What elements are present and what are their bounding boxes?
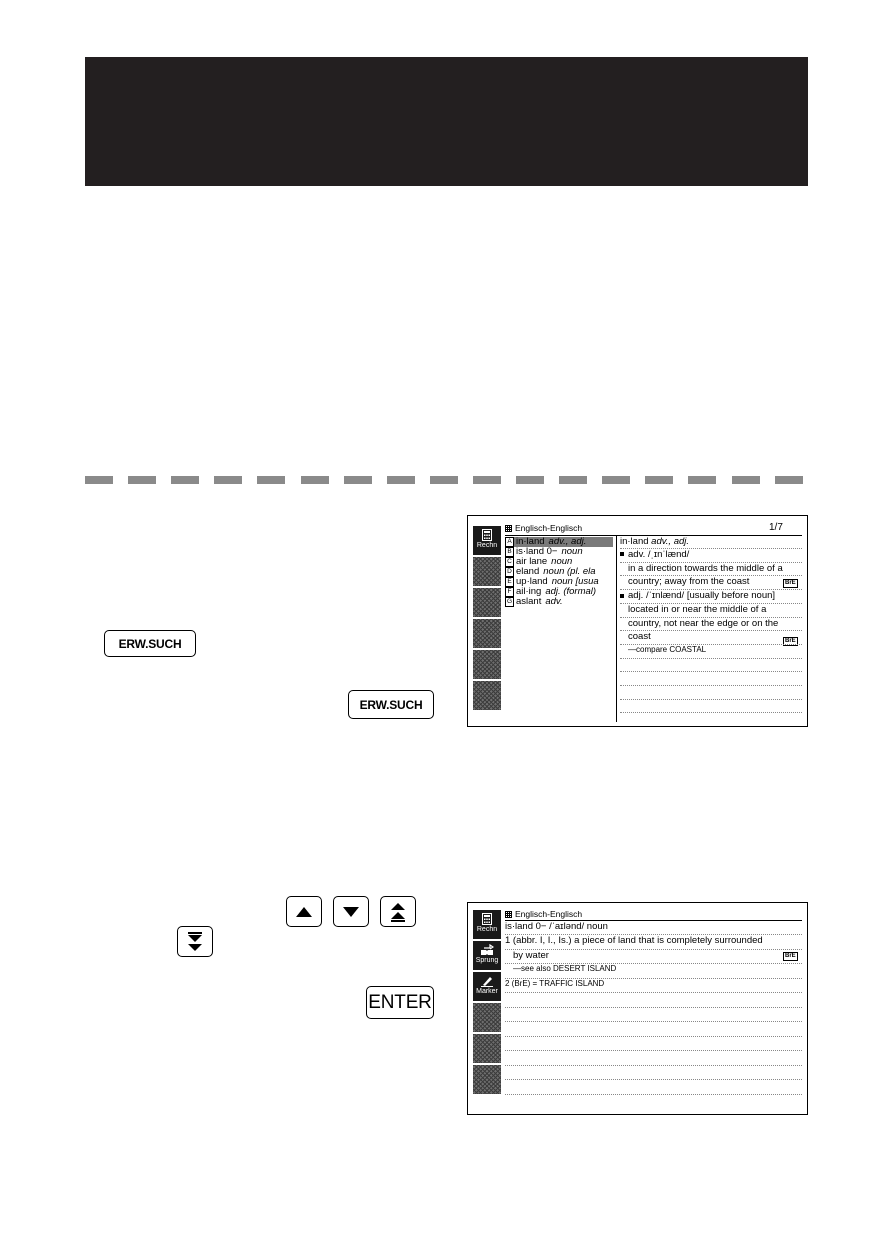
definition-line [628,604,766,615]
dash-segment [171,476,199,484]
bullet-icon [620,552,624,556]
dash-segment [645,476,673,484]
erw-such-key[interactable] [104,630,196,657]
dash-segment [214,476,242,484]
ruled-line [620,644,802,645]
sidebar-empty-slot [473,588,501,619]
sidebar-empty-slot [473,1065,501,1096]
definition-text: coast [628,631,651,643]
definition-line [620,590,775,601]
list-item[interactable] [505,567,613,577]
ruled-line [505,1094,802,1095]
sidebar-empty-slot [473,1034,501,1065]
dash-segment [775,476,803,484]
erw-such-key-2[interactable] [348,690,434,719]
list-headword: in·land [516,537,545,547]
jump-book-icon [480,944,494,956]
definition-line: 1 (abbr. I, I., Is.) a piece of land that is completely surrounded [505,935,763,946]
arrow-up-key[interactable] [286,896,322,927]
sidebar-item-rechn[interactable] [473,910,501,941]
definition-line [628,631,651,642]
double-triangle-up-icon [389,902,407,922]
definition-text: located in or near the middle of a [628,603,767,615]
dash-segment [85,476,113,484]
list-pos: noun [561,547,583,557]
sidebar-item-label: Rechn [476,542,498,549]
ruled-line [505,1021,802,1022]
ruled-line [620,548,802,549]
dash-segment [430,476,458,484]
list-item[interactable] [505,597,613,607]
ruled-line [620,562,802,563]
definition-line [620,549,689,560]
entry-title [620,536,689,547]
list-item[interactable] [505,587,613,597]
dash-segment [516,476,544,484]
dash-segment [688,476,716,484]
section-header-banner [85,57,808,186]
sidebar-item-label: Sprung [475,957,499,964]
calculator-icon [482,913,492,925]
definition-text: adj. /ˈɪnlænd/ [usually before noun] [628,590,776,602]
dash-segment [387,476,415,484]
ref-badge[interactable]: BrE [785,953,796,959]
definition-line [628,563,783,574]
ruled-line [620,712,802,713]
list-headword: eland [516,567,540,577]
entry-headword: in·land [620,536,649,547]
dictionary-name: Englisch-Englisch [515,909,583,919]
sidebar-item-rechn[interactable] [473,526,501,557]
dash-segment [344,476,372,484]
definition-line [628,618,778,629]
dash-segment [301,476,329,484]
sidebar-empty-slot [473,1003,501,1034]
list-letter: E [505,577,514,587]
ruled-line [620,630,802,631]
ruled-line [620,575,802,576]
double-triangle-down-icon [186,932,204,952]
list-headword: ail·ing [516,587,542,597]
list-item[interactable] [505,547,613,557]
ruled-line [505,992,802,993]
dash-segment [559,476,587,484]
dash-segment [732,476,760,484]
list-pos: adj. (formal) [545,587,597,597]
definition-line: 2 (BrE) = TRAFFIC ISLAND [505,978,605,988]
sidebar-item-sprung[interactable] [473,941,501,972]
ref-badge[interactable]: BrE [785,580,796,586]
list-pos: noun [551,557,573,567]
ruled-line [620,699,802,700]
ruled-line [620,589,802,590]
list-headword: is·land 0− [516,547,558,557]
marker-pen-icon [480,975,494,987]
entry-title: is·land 0− /ˈaɪlənd/ noun [505,921,608,932]
sidebar-empty-slot [473,650,501,681]
calculator-icon [482,529,492,541]
ruled-line [620,603,802,604]
dictionary-name: Englisch-Englisch [515,523,583,533]
grid-icon [505,911,512,918]
page-indicator: 1/7 [769,522,783,533]
triangle-up-icon [295,906,313,918]
erw-such-key-label: ERW.SUCH [118,636,182,651]
list-item[interactable] [505,577,613,587]
sidebar [473,910,501,1096]
arrow-down-key[interactable] [333,896,369,927]
ruled-line [505,1036,802,1037]
definition-text: adv. /ˌɪnˈlænd/ [628,549,690,560]
enter-key-label: ENTER [368,991,432,1013]
list-headword: aslant [516,597,542,607]
triangle-down-icon [342,906,360,918]
ruled-line [620,658,802,659]
pane-divider [616,536,617,722]
ruled-line [505,1065,802,1066]
dictionary-screen-entry [467,902,808,1115]
list-pos: noun [usua [551,577,599,587]
list-headword: air lane [516,557,548,567]
ruled-line [620,685,802,686]
sidebar-item-marker[interactable] [473,972,501,1003]
sidebar [473,526,501,712]
grid-icon [505,525,512,532]
definition-line [628,576,749,587]
sidebar-empty-slot [473,619,501,650]
definition-line [628,645,706,654]
list-item[interactable] [505,537,613,547]
enter-key[interactable] [366,986,434,1019]
definition-text: —compare COASTAL [628,644,707,654]
dash-segment [257,476,285,484]
definition-line: —see also DESERT ISLAND [513,964,617,973]
ruled-line [505,978,802,979]
ruled-line [505,1050,802,1051]
definition-line: by water [513,949,549,961]
page-down-key[interactable] [177,926,213,957]
ruled-line [505,934,802,935]
list-pos: noun (pl. ela [543,567,596,577]
sidebar-empty-slot [473,557,501,588]
sidebar-item-label: Rechn [476,926,498,933]
ruled-line [505,1079,802,1080]
sidebar-item-label: Marker [476,988,498,995]
ref-badge[interactable]: BrE [785,638,796,644]
ruled-line [505,1007,802,1008]
candidate-list [505,537,613,607]
list-letter: D [505,567,514,577]
dash-segment [473,476,501,484]
list-pos: adv., adj. [548,537,587,547]
list-pos: adv. [545,597,563,607]
definition-text: country; away from the coast [628,576,750,588]
list-letter: G [506,598,513,605]
dashed-separator [85,476,808,484]
definition-text: country, not near the edge or on the [628,617,779,629]
dictionary-header [505,523,582,533]
list-item[interactable] [505,557,613,567]
definition-text: in a direction towards the middle of a [628,562,783,574]
erw-such-key-label: ERW.SUCH [359,697,423,712]
ruled-line [620,671,802,672]
dash-segment [128,476,156,484]
list-letter: A [505,537,514,547]
entry-pos: adv., adj. [651,536,690,547]
ruled-line [505,963,802,964]
list-letter: F [505,587,514,597]
dictionary-header [505,909,582,919]
sidebar-empty-slot [473,681,501,712]
list-letter: B [505,547,514,557]
page-up-key[interactable] [380,896,416,927]
list-headword: up·land [516,577,548,587]
dictionary-screen-list [467,515,808,727]
list-letter: C [505,557,514,567]
ruled-line [620,617,802,618]
dash-segment [602,476,630,484]
ruled-line [505,949,802,950]
bullet-icon [620,594,624,598]
